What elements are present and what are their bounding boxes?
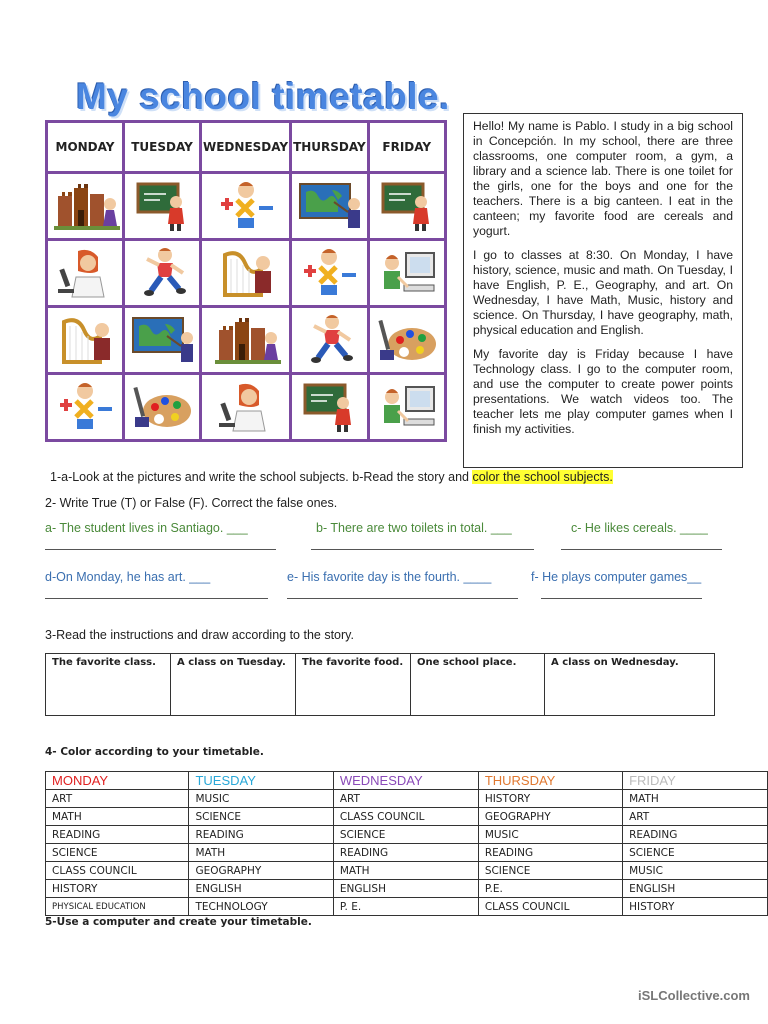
subject-cell[interactable]: SCIENCE <box>46 844 189 862</box>
subject-cell[interactable]: MATH <box>623 790 768 808</box>
answer-line[interactable] <box>311 549 534 550</box>
subject-cell[interactable]: GEOGRAPHY <box>478 808 622 826</box>
watermark: iSLCollective.com <box>638 988 750 1003</box>
picture-row <box>47 240 446 307</box>
table-row <box>46 862 768 880</box>
subject-cell[interactable]: ENGLISH <box>189 880 333 898</box>
subject-cell[interactable]: SCIENCE <box>623 844 768 862</box>
subject-cell[interactable]: MATH <box>333 862 478 880</box>
subject-cell[interactable]: HISTORY <box>46 880 189 898</box>
math-boy-icon <box>54 381 116 433</box>
subject-cell[interactable]: MUSIC <box>189 790 333 808</box>
exercise-5-heading: 5-Use a computer and create your timetable. <box>45 916 312 928</box>
subject-cell[interactable]: MATH <box>46 808 189 826</box>
computer-icon <box>376 381 438 433</box>
subject-cell[interactable]: HISTORY <box>478 790 622 808</box>
math-boy-icon <box>215 180 277 232</box>
subject-cell[interactable]: P.E. <box>478 880 622 898</box>
harp-icon <box>54 314 116 366</box>
subject-cell[interactable]: ART <box>623 808 768 826</box>
question-b: b- There are two toilets in total. ___ <box>316 521 512 535</box>
question-c: c- He likes cereals. ____ <box>571 521 708 535</box>
paint-palette-icon <box>131 381 193 433</box>
day-header: FRIDAY <box>623 772 768 790</box>
exercise-1 <box>50 470 613 484</box>
exercise-1-text: 1-a-Look at the pictures and write the school subjects. b-Read the story and <box>50 470 473 484</box>
drawing-cell[interactable]: The favorite food. <box>296 654 411 716</box>
picture-cell <box>368 307 445 374</box>
exercise-3-heading: 3-Read the instructions and draw according to the story. <box>45 628 354 642</box>
subject-cell[interactable]: ENGLISH <box>623 880 768 898</box>
teacher-board-icon <box>131 180 193 232</box>
answer-line[interactable] <box>287 598 518 599</box>
castle-icon <box>215 314 277 366</box>
question-a: a- The student lives in Santiago. ___ <box>45 521 248 535</box>
subject-cell[interactable]: ART <box>46 790 189 808</box>
table-row <box>46 808 768 826</box>
subject-cell[interactable]: CLASS COUNCIL <box>478 898 622 916</box>
computer-icon <box>376 247 438 299</box>
answer-line[interactable] <box>45 549 276 550</box>
exercise-4-heading: 4- Color according to your timetable. <box>45 746 264 758</box>
day-header: FRIDAY <box>368 122 445 173</box>
picture-cell <box>47 173 124 240</box>
picture-cell <box>47 307 124 374</box>
story-paragraph: Hello! My name is Pablo. I study in a big school in Concepción. In my school, there are three classrooms, one computer room, a gym, a library and a science lab. There is one toilet for the girls, one for the boys and one for the teachers. There is a big canteen. I eat in the canteen; my favorite food are cereals and yogurt. <box>473 119 733 238</box>
table-row <box>46 844 768 862</box>
teacher-board-icon <box>376 180 438 232</box>
picture-cell <box>124 374 201 441</box>
map-icon <box>298 180 360 232</box>
picture-cell <box>201 307 291 374</box>
picture-cell <box>368 240 445 307</box>
color-timetable <box>45 771 768 916</box>
picture-cell <box>291 240 369 307</box>
story-paragraph: I go to classes at 8:30. On Monday, I have history, science, music and math. On Tuesday, I have English, P. E., Geography, and art. On Wednesday, I have Math, Music, history and science. On Thursday, I have geography, math, physical education and English. <box>473 248 733 337</box>
exercise-2-heading: 2- Write True (T) or False (F). Correct the false ones. <box>45 496 338 510</box>
day-header: WEDNESDAY <box>201 122 291 173</box>
microscope-girl-icon <box>54 247 116 299</box>
subject-cell[interactable]: SCIENCE <box>478 862 622 880</box>
answer-line[interactable] <box>541 598 702 599</box>
picture-cell <box>124 173 201 240</box>
subject-cell[interactable]: TECHNOLOGY <box>189 898 333 916</box>
page-title: My school timetable. <box>76 76 450 117</box>
drawing-cell[interactable]: A class on Wednesday. <box>545 654 715 716</box>
day-header: THURSDAY <box>478 772 622 790</box>
paint-palette-icon <box>376 314 438 366</box>
subject-cell[interactable]: READING <box>189 826 333 844</box>
picture-cell <box>291 307 369 374</box>
subject-cell[interactable]: SCIENCE <box>189 808 333 826</box>
picture-row <box>47 173 446 240</box>
table-row <box>46 880 768 898</box>
subject-cell[interactable]: PHYSICAL EDUCATION <box>46 898 189 916</box>
drawing-cell[interactable]: One school place. <box>411 654 545 716</box>
picture-row <box>47 307 446 374</box>
subject-cell[interactable]: MUSIC <box>478 826 622 844</box>
subject-cell[interactable]: MUSIC <box>623 862 768 880</box>
picture-cell <box>47 240 124 307</box>
drawing-cell[interactable]: The favorite class. <box>46 654 171 716</box>
subject-cell[interactable]: CLASS COUNCIL <box>333 808 478 826</box>
day-header: TUESDAY <box>189 772 333 790</box>
picture-timetable <box>45 120 447 442</box>
question-e: e- His favorite day is the fourth. ____ <box>287 570 492 584</box>
day-header: WEDNESDAY <box>333 772 478 790</box>
picture-cell <box>368 173 445 240</box>
subject-cell[interactable]: CLASS COUNCIL <box>46 862 189 880</box>
subject-cell[interactable]: READING <box>46 826 189 844</box>
answer-line[interactable] <box>45 598 268 599</box>
subject-cell[interactable]: ART <box>333 790 478 808</box>
subject-cell[interactable]: READING <box>623 826 768 844</box>
subject-cell[interactable]: GEOGRAPHY <box>189 862 333 880</box>
picture-row <box>47 374 446 441</box>
subject-cell[interactable]: READING <box>478 844 622 862</box>
picture-cell <box>124 307 201 374</box>
running-boy-icon <box>298 314 360 366</box>
subject-cell[interactable]: MATH <box>189 844 333 862</box>
picture-cell <box>368 374 445 441</box>
story-paragraph: My favorite day is Friday because I have Technology class. I go to the computer room, and use the computer to create power points presentations. We watch videos too. The teacher lets me play computer games when I finish my activities. <box>473 347 733 436</box>
subject-cell[interactable]: SCIENCE <box>333 826 478 844</box>
castle-icon <box>54 180 116 232</box>
map-icon <box>131 314 193 366</box>
question-f: f- He plays computer games__ <box>531 570 702 584</box>
harp-icon <box>215 247 277 299</box>
picture-cell <box>47 374 124 441</box>
day-header: MONDAY <box>46 772 189 790</box>
day-header: THURSDAY <box>291 122 369 173</box>
drawing-table <box>45 653 715 716</box>
subject-cell[interactable]: ENGLISH <box>333 880 478 898</box>
subject-cell[interactable]: P. E. <box>333 898 478 916</box>
math-boy-icon <box>298 247 360 299</box>
subject-cell[interactable]: HISTORY <box>623 898 768 916</box>
day-header: TUESDAY <box>124 122 201 173</box>
table-row <box>46 826 768 844</box>
teacher-board-icon <box>298 381 360 433</box>
picture-cell <box>201 374 291 441</box>
table-row <box>46 790 768 808</box>
answer-line[interactable] <box>561 549 722 550</box>
running-boy-icon <box>131 247 193 299</box>
picture-cell <box>201 173 291 240</box>
story-box <box>463 113 743 468</box>
picture-cell <box>291 374 369 441</box>
drawing-cell[interactable]: A class on Tuesday. <box>171 654 296 716</box>
picture-cell <box>201 240 291 307</box>
subject-cell[interactable]: READING <box>333 844 478 862</box>
microscope-girl-icon <box>215 381 277 433</box>
table-row <box>46 898 768 916</box>
question-d: d-On Monday, he has art. ___ <box>45 570 211 584</box>
highlighted-text: color the school subjects. <box>472 470 613 484</box>
picture-cell <box>291 173 369 240</box>
day-header: MONDAY <box>47 122 124 173</box>
picture-cell <box>124 240 201 307</box>
